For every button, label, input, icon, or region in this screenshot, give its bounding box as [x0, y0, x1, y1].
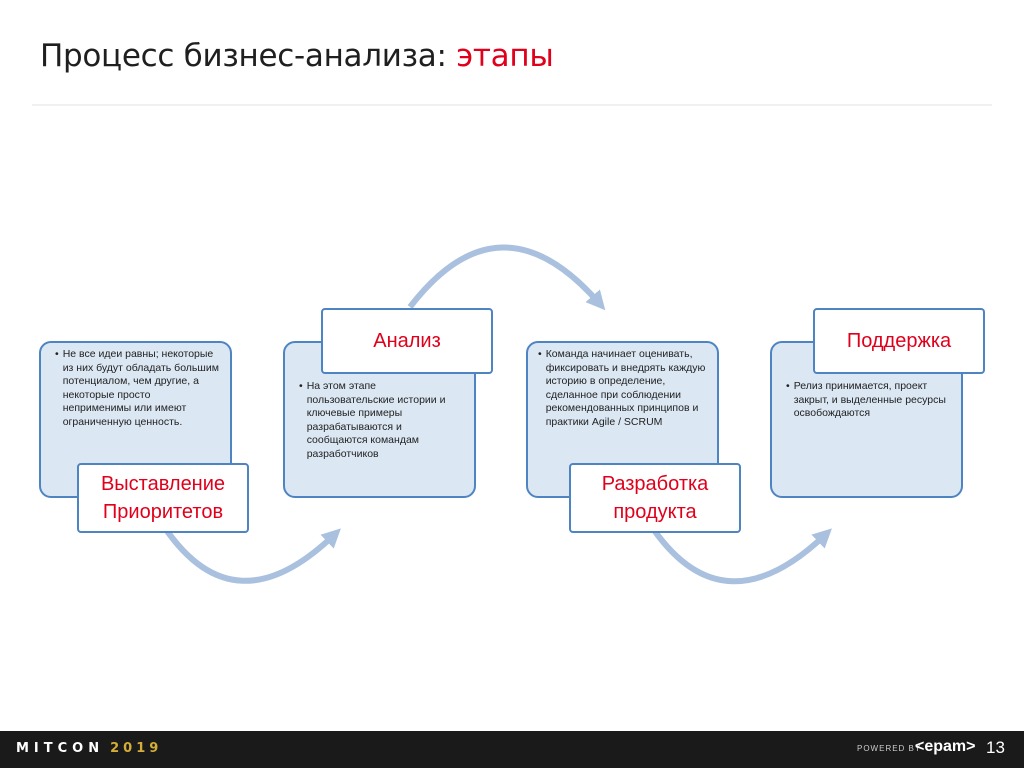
arrow-analysis-to-development	[410, 247, 599, 307]
epam-logo: <epam>	[915, 738, 976, 755]
stage-bullet: • Команда начинает оценивать, фиксировать и внедрять каждую историю в определение, сделанное при соблюдении рекомендованных принципов и практики Agile / SCRUM	[538, 348, 709, 429]
stage-bullet: • На этом этапе пользовательские истории и ключевые примеры разрабатываются и сообщаются командам разработчиков	[299, 380, 464, 461]
conference-logo	[16, 741, 162, 756]
powered-by-text: POWERED BY	[857, 744, 922, 753]
stage-bullet: • Релиз принимается, проект закрыт, и выделенные ресурсы освобождаются	[786, 380, 951, 421]
stage-description: Релиз принимается, проект закрыт, и выделенные ресурсы освобождаются	[793, 380, 946, 419]
stage-label-prioritization	[77, 463, 249, 533]
arrow-development-to-support	[654, 530, 825, 581]
title-accent: этапы	[456, 38, 554, 74]
logo-year: 2019	[110, 741, 163, 756]
page-number: 13	[986, 738, 1005, 757]
title-main: Процесс бизнес-анализа:	[40, 38, 457, 74]
stage-label-line: Выставление	[100, 473, 226, 495]
stage-label-line: Анализ	[373, 330, 441, 352]
stage-bullet: • Не все идеи равны; некоторые из них будут обладать большим потенциалом, чем другие, а некоторые просто неприменимы или имеют ограниченную ценность.	[55, 348, 219, 428]
stage-label-analysis	[321, 308, 493, 374]
stage-label-line: Поддержка	[846, 330, 952, 352]
stage-description: На этом этапе пользовательские истории и ключевые примеры разрабатываются и сообщаются командам разработчиков	[306, 380, 446, 460]
stage-label-line: Разработка	[601, 473, 709, 495]
stage-label-development	[569, 463, 741, 533]
footer-bar	[0, 731, 1024, 768]
stage-label-line: Приоритетов	[102, 501, 224, 523]
stage-description: Команда начинает оценивать, фиксировать и внедрять каждую историю в определение, сделанное при соблюдении рекомендованных принципов и практики Agile / SCRUM	[545, 348, 706, 428]
stage-label-support	[813, 308, 985, 374]
logo-text: MITCON	[16, 741, 105, 756]
stage-description: Не все идеи равны; некоторые из них будут обладать большим потенциалом, чем другие, а некоторые просто неприменимы или имеют ограниченную ценность.	[62, 348, 219, 428]
arrow-prioritize-to-analysis	[165, 528, 334, 581]
stage-label-line: продукта	[613, 501, 697, 523]
